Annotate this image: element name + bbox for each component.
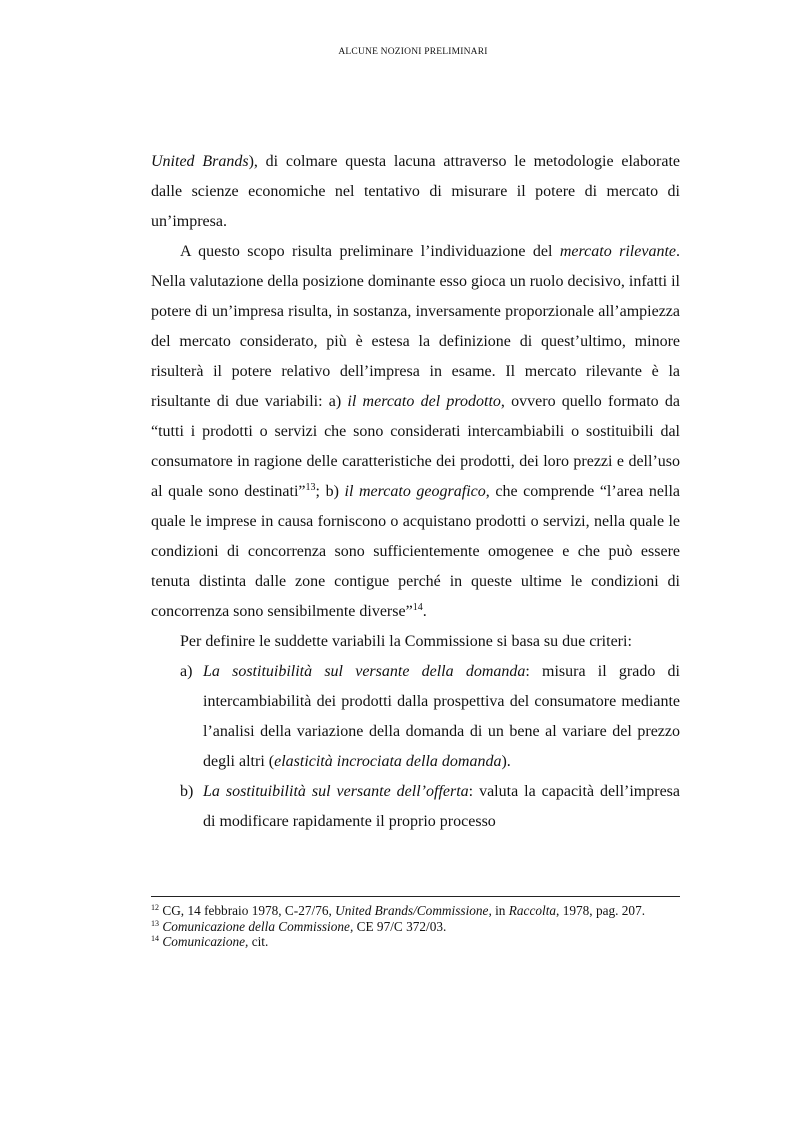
footnote-13: $^{13}$ Comunicazione della Commissione, CE 97/C 372/03. (151, 918, 447, 934)
footnote-ref-14: 14 (412, 602, 423, 613)
running-head: ALCUNE NOZIONI PRELIMINARI (338, 47, 488, 57)
italic-term: il mercato geografico (344, 483, 486, 500)
italic-term: mercato rilevante (559, 243, 676, 260)
italic-criterion: La sostituibilità sul versante della domanda (203, 663, 526, 680)
list-item-b: b) La sostituibilità sul versante dell’offerta: valuta la capacità dell’impresa di modificare rapidamente il proprio processo (151, 777, 680, 837)
body-text (151, 147, 680, 837)
paragraph-criteria-intro: Per definire le suddette variabili la Commissione si basa su due criteri: (180, 633, 632, 650)
footnote-14: $^{14}$ Comunicazione, cit. (151, 934, 269, 949)
footnotes (151, 903, 680, 950)
paragraph-mercato-rilevante: A questo scopo risulta preliminare l’individuazione del mercato rilevante. Nella valutazione della posizione dominante esso gioca un ruolo decisivo, infatti il potere di un’impresa risulta, in sostanza, inversamente proporzionale all’ampiezza del mercato considerato, più è estesa la definizione di quest’ultimo, minore risulterà il potere relativo dell’impresa in esame. Il mercato rilevante è la risultante di due variabili: a) il mercato del prodotto, ovvero quello formato da “tutti i prodotti o servizi che sono considerati intercambiabili o sostituibili dal consumatore in ragione delle caratteristiche dei prodotti, dei loro prezzi e dell’uso al quale sono destinati”$^{13}$; b) il mercato geografico, che comprende “l’area nella quale le imprese in causa forniscono o acquistano prodotti o servizi, nella quale le condizioni di concorrenza sono sufficientemente omogenee e che può essere tenuta distinta dalle zone contigue perché in queste ultime le condizioni di concorrenza sono sensibilmente diverse”$^{14}$. (151, 243, 681, 620)
list-marker: b) (180, 783, 194, 800)
italic-case-name: United Brands (151, 153, 249, 170)
footnote-12: $^{12}$ CG, 14 febbraio 1978, C-27/76, United Brands/Commissione, in Raccolta, 1978, pag. 207. (151, 903, 646, 918)
italic-criterion: La sostituibilità sul versante dell’offerta (203, 783, 469, 800)
italic-term: elasticità incrociata della domanda (274, 753, 502, 770)
footnote-divider (151, 896, 680, 897)
footnote-number: 12 (151, 903, 159, 912)
list-item-a: a) La sostituibilità sul versante della domanda: misura il grado di intercambiabilità dei prodotti dalla prospettiva del consumatore mediante l’analisi della variazione della domanda di un bene al variare del prezzo degli altri (elasticità incrociata della domanda). (151, 657, 680, 777)
paragraph-continuation: United Brands), di colmare questa lacuna attraverso le metodologie elaborate dalle scienze economiche nel tentativo di misurare il potere di mercato di un’impresa. (151, 153, 680, 230)
footnote-ref-13: 13 (305, 482, 316, 493)
italic-term: il mercato del prodotto (347, 393, 501, 410)
list-marker: a) (180, 663, 193, 680)
footnote-number: 14 (151, 934, 159, 943)
footnote-number: 13 (151, 918, 159, 928)
